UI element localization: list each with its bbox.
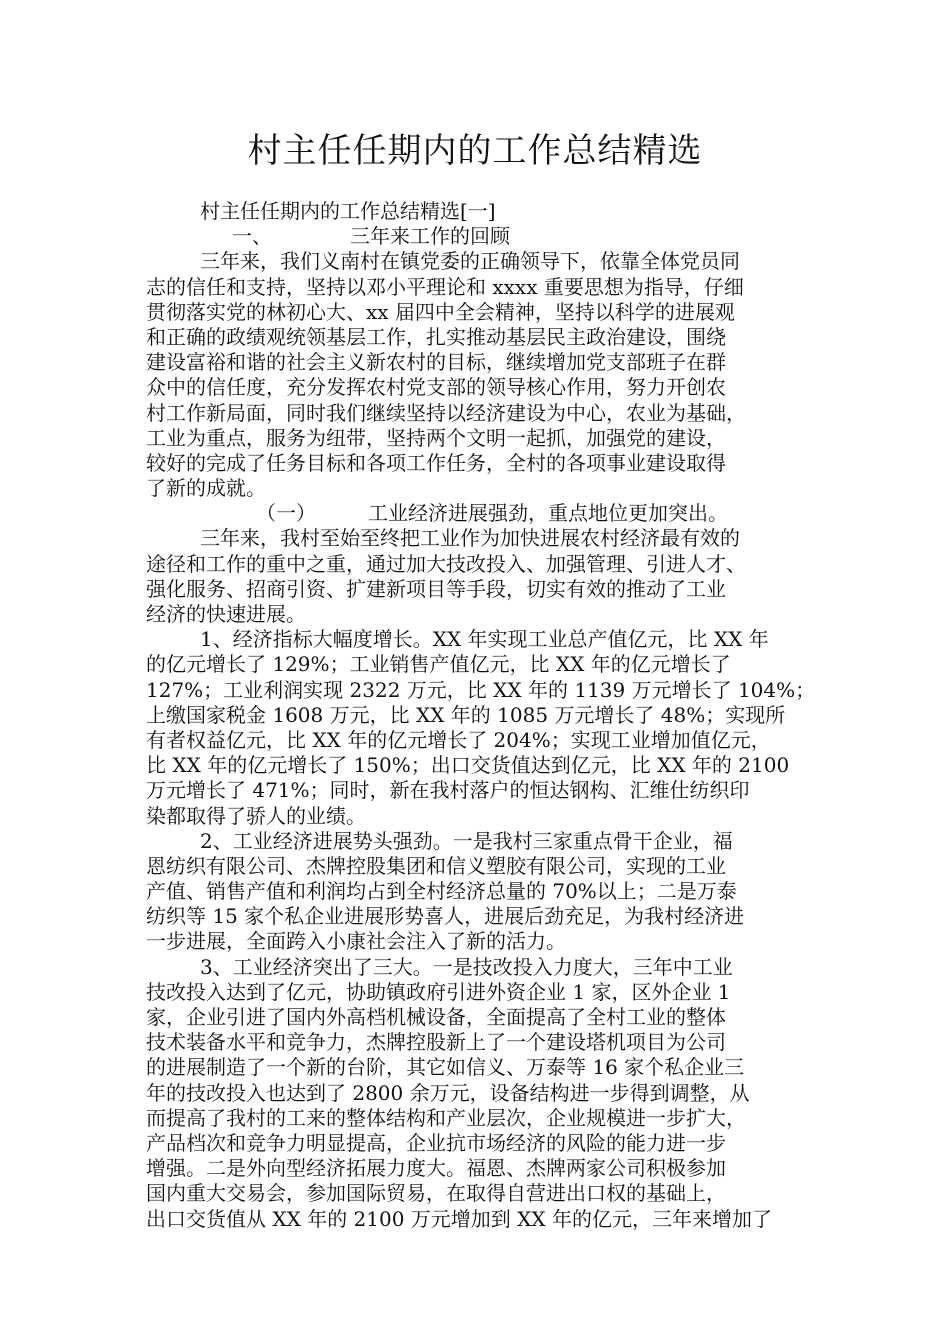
paragraph-line: 而提高了我村的工来的整体结构和产业层次，企业规模进一步扩大， xyxy=(146,1105,746,1130)
document-body xyxy=(146,199,818,1232)
subsection-number: （一） xyxy=(256,501,316,526)
paragraph-line: 有者权益亿元，比 XX 年的亿元增长了 204%；实现工业增加值亿元， xyxy=(146,727,771,752)
paragraph-line: 经济的快速进展。 xyxy=(146,602,306,626)
paragraph-line: 家，企业引进了国内外高档机械设备，全面提高了全村工业的整体 xyxy=(146,1005,726,1029)
paragraph-line: 3、工业经济突出了三大。一是技改投入力度大，三年中工业 xyxy=(200,954,733,979)
paragraph-line: 众中的信任度，充分发挥农村党支部的领导核心作用，努力开创农 xyxy=(146,375,726,400)
paragraph-highlights xyxy=(146,955,818,1232)
paragraph-line: 万元增长了 471%；同时，新在我村落户的恒达钢构、汇维仕纺织印 xyxy=(146,778,750,803)
paragraph-line: 增强。二是外向型经济拓展力度大。福恩、杰牌两家公司积极参加 xyxy=(146,1156,726,1181)
paragraph-line: 了新的成就。 xyxy=(146,476,266,501)
paragraph-line: 强化服务、招商引资、扩建新项目等手段，切实有效的推动了工业 xyxy=(146,576,726,601)
subsection-heading xyxy=(146,501,818,526)
paragraph-line: 年的技改投入也达到了 2800 余万元，设备结构进一步得到调整，从 xyxy=(146,1080,750,1105)
paragraph-industry xyxy=(146,526,818,627)
paragraph-review xyxy=(146,249,818,501)
paragraph-line: 出口交货值从 XX 年的 2100 万元增加到 XX 年的亿元，三年来增加了 xyxy=(146,1206,772,1231)
paragraph-line: 比 XX 年的亿元增长了 150%；出口交货值达到亿元，比 XX 年的 2100 xyxy=(146,753,790,778)
paragraph-line: 和正确的政绩观统领基层工作，扎实推动基层民主政治建设，围绕 xyxy=(146,324,726,349)
paragraph-line: 技改投入达到了亿元，协助镇政府引进外资企业 1 家，区外企业 1 xyxy=(146,979,731,1004)
paragraph-line: 建设富裕和谐的社会主义新农村的目标，继续增加党支部班子在群 xyxy=(146,350,726,375)
section-number: 一、 xyxy=(232,224,272,249)
paragraph-line: 村工作新局面，同时我们继续坚持以经济建设为中心，农业为基础， xyxy=(146,400,746,425)
paragraph-line: 2、工业经济进展势头强劲。一是我村三家重点骨干企业，福 xyxy=(200,828,733,853)
paragraph-line: 产品档次和竞争力明显提高，企业抗市场经济的风险的能力进一步 xyxy=(146,1130,726,1155)
paragraph-line: 的亿元增长了 129%；工业销售产值亿元，比 XX 年的亿元增长了 xyxy=(146,652,731,677)
paragraph-line: 三年来，我村至始至终把工业作为加快进展农村经济最有效的 xyxy=(200,526,740,551)
paragraph-line: 贯彻落实党的林初心大、xx 届四中全会精神，坚持以科学的进展观 xyxy=(146,299,735,324)
paragraph-line: 127%；工业利润实现 2322 万元，比 XX 年的 1139 万元增长了 104%； xyxy=(146,677,816,702)
subsection-heading-text: 工业经济进展强劲，重点地位更加突出。 xyxy=(368,501,728,526)
paragraph-line: 较好的完成了任务目标和各项工作任务，全村的各项事业建设取得 xyxy=(146,450,726,475)
paragraph-line: 国内重大交易会，参加国际贸易，在取得自营进出口权的基础上， xyxy=(146,1181,726,1206)
paragraph-line: 纺织等 15 家个私企业进展形势喜人，进展后劲充足，为我村经济进 xyxy=(146,904,745,929)
paragraph-line: 途径和工作的重中之重，通过加大技改投入、加强管理、引进人才、 xyxy=(146,551,746,576)
paragraph-line: 三年来，我们义南村在镇党委的正确领导下，依靠全体党员同 xyxy=(200,249,740,274)
paragraph-line: 1、经济指标大幅度增长。XX 年实现工业总产值亿元，比 XX 年 xyxy=(200,627,769,652)
paragraph-line: 工业为重点，服务为纽带，坚持两个文明一起抓，加强党的建设， xyxy=(146,425,726,450)
paragraph-line: 一步进展，全面跨入小康社会注入了新的活力。 xyxy=(146,929,566,954)
document-subtitle: 村主任任期内的工作总结精选[一] xyxy=(200,199,496,223)
paragraph-line: 上缴国家税金 1608 万元，比 XX 年的 1085 万元增长了 48%；实现所 xyxy=(146,702,786,727)
paragraph-line: 的进展制造了一个新的台阶，其它如信义、万泰等 16 家个私企业三 xyxy=(146,1055,745,1080)
paragraph-line: 志的信任和支持，坚持以邓小平理论和 xxxx 重要思想为指导，仔细 xyxy=(146,274,744,299)
section-heading-text: 三年来工作的回顾 xyxy=(350,224,510,249)
paragraph-indicators xyxy=(146,627,818,829)
paragraph-momentum xyxy=(146,829,818,955)
paragraph-line: 恩纺织有限公司、杰牌控股集团和信义塑胶有限公司，实现的工业 xyxy=(146,853,726,878)
section-heading xyxy=(146,224,818,249)
document-title: 村主任任期内的工作总结精选 xyxy=(247,131,703,171)
paragraph-line: 产值、销售产值和利润均占到全村经济总量的 70%以上；二是万泰 xyxy=(146,879,737,904)
paragraph-line: 染都取得了骄人的业绩。 xyxy=(146,803,366,828)
paragraph-line: 技术装备水平和竞争力，杰牌控股新上了一个建设塔机项目为公司 xyxy=(146,1030,726,1055)
